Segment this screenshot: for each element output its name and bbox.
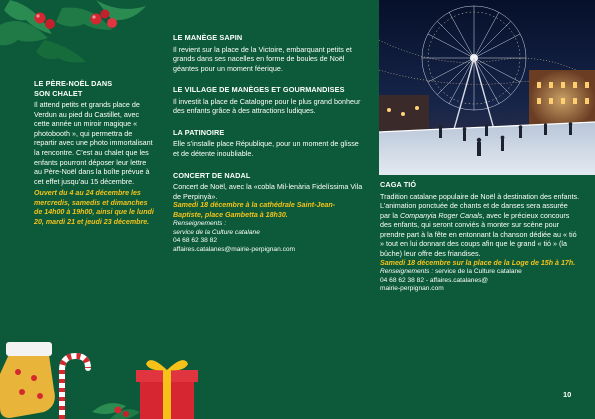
patinoire-body: Elle s’installe place République, pour un moment de glisse et de détente inoubliable. [173, 139, 359, 159]
page-number: 10 [563, 390, 572, 399]
column-left [34, 79, 156, 239]
caga-tio-company: Companyia Roger Canals [399, 210, 483, 220]
section-caga-tio [380, 180, 580, 294]
ferris-wheel-photo [379, 0, 595, 175]
village-title: LE VILLAGE DE MANÈGES ET GOURMANDISES [173, 85, 345, 95]
concert-date: Samedi 18 décembre à la cathédrale Saint-Jean-Baptiste, place Gambetta à 18h30. [173, 201, 336, 219]
village-body: Il investit la place de Catalogne pour le plus grand bonheur des enfants grâce à des attractions ludiques. [173, 96, 361, 116]
concert-info-email: affaires.catalanes@mairie-perpignan.com [173, 245, 296, 253]
manege-body: Il revient sur la place de la Victoire, embarquant petits et grands dans ses nacelles en forme de boules de Noël géantes pour un moment féerique. [173, 44, 352, 73]
section-village [173, 85, 363, 116]
caga-tio-info [380, 268, 580, 294]
concert-info-service: service de la Culture catalane [173, 228, 260, 236]
pere-noel-dates: Ouvert du 4 au 24 décembre les mercredis, samedis et dimanches de 14h00 à 19h00, ainsi que le lundi 20, mardi 21 et jeudi 23 décembre. [34, 189, 154, 226]
caga-tio-date: Samedi 18 décembre sur la place de la Loge de 15h à 17h. [380, 258, 576, 267]
caga-tio-info-label: Renseignements : [380, 268, 434, 276]
section-manege [173, 33, 363, 73]
column-middle [173, 33, 363, 267]
caga-tio-info-rest: service de la Culture catalane [433, 268, 522, 276]
stocking-gift-decoration [0, 332, 210, 419]
manege-title: LE MANÈGE SAPIN [173, 33, 243, 42]
section-patinoire [173, 128, 363, 159]
pere-noel-title-line1: LE PÈRE-NOËL DANS [34, 79, 113, 88]
patinoire-title: LA PATINOIRE [173, 127, 225, 137]
caga-tio-info-domain: mairie-perpignan.com [380, 285, 444, 293]
caga-tio-body-part2: , avec le précieux concours des enfants, qui seront conviés à monter sur scène pour prendre part à la fête en entonnant la chanson dédiée au « tió » tout en lui donnant des coups afin que le grand « tió » (la bûche) leur offre des friandises. [380, 210, 577, 259]
concert-info-phone: 04 68 62 38 82 [173, 237, 217, 245]
caga-tio-info-phone-email: 04 68 62 38 82 - affaires.catalanes@ [380, 276, 489, 284]
pere-noel-title [34, 79, 156, 98]
section-pere-noel [34, 79, 156, 227]
caga-tio-title: CAGA TIÓ [380, 180, 417, 189]
column-right [380, 180, 580, 306]
caga-tio-body-part1: Tradition catalane populaire de Noël à destination des enfants. L’animation ponctuée de chants et de danses sera assurée par la [380, 191, 580, 220]
caga-tio-body [380, 192, 580, 259]
pere-noel-title-line2: SON CHALET [34, 88, 83, 98]
pere-noel-body: Il attend petits et grands place de Verdun au pied du Castillet, avec cette année un miroir magique « photobooth », qui permettra de repartir avec une photo immortalisant la rencontre. C’est au chalet que les enfants pourront déposer leur lettre au Père-Noël dans la boîte prévue à cet effet jusqu’au 15 décembre. [34, 100, 153, 186]
concert-info [173, 220, 363, 254]
concert-title: CONCERT DE NADAL [173, 170, 251, 180]
concert-info-label: Renseignements : [173, 220, 227, 228]
holly-decoration [0, 0, 150, 68]
section-concert [173, 171, 363, 255]
concert-body: Concert de Noël, avec la «cobla Mil-lenària Fidelíssima Vila de Perpinyà». [173, 182, 363, 201]
